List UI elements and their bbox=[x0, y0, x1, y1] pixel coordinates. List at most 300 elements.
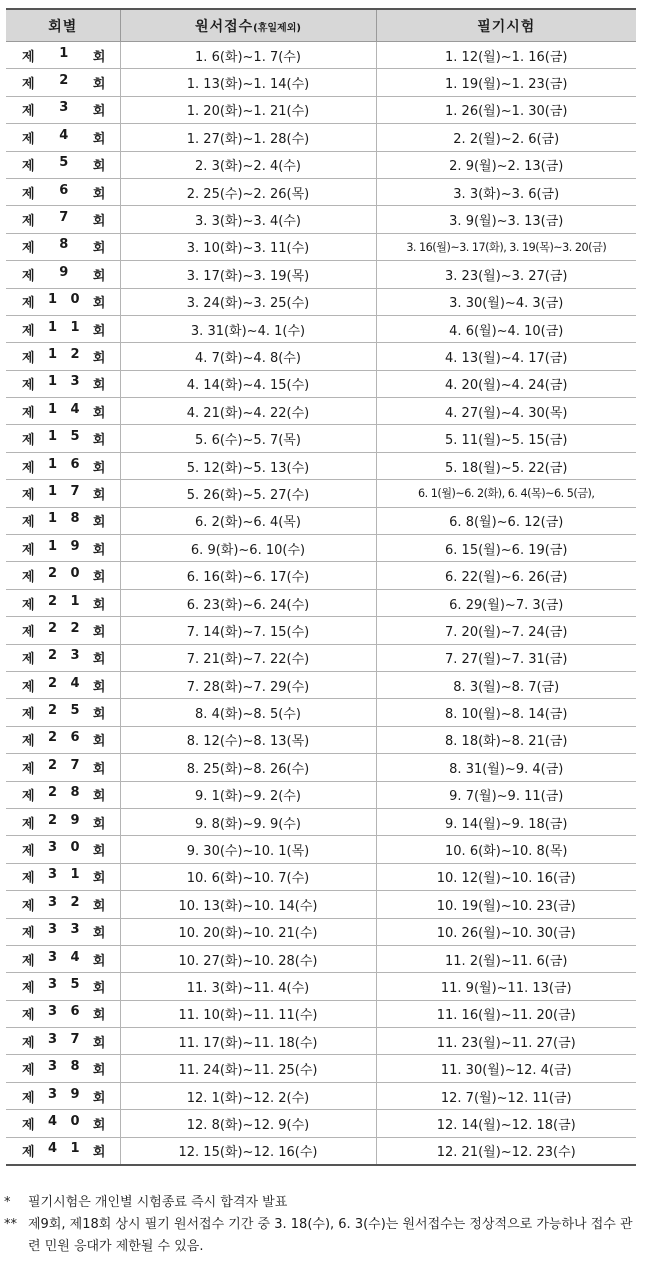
round-digit: 2 bbox=[47, 675, 58, 691]
round-suffix: 회 bbox=[92, 49, 106, 65]
round-suffix: 회 bbox=[92, 323, 106, 339]
round-digit: 1 bbox=[59, 45, 69, 61]
apply-period-cell: 1. 6(화)~1. 7(수) bbox=[120, 42, 376, 69]
round-digit: 0 bbox=[70, 566, 80, 582]
table-row bbox=[6, 891, 636, 918]
round-suffix: 회 bbox=[92, 1008, 106, 1024]
table-row bbox=[6, 1028, 636, 1055]
round-digit: 2 bbox=[47, 812, 58, 828]
footnote bbox=[4, 1214, 644, 1258]
round-suffix: 회 bbox=[92, 460, 106, 476]
round-digit: 3 bbox=[47, 976, 58, 992]
round-cell bbox=[6, 233, 120, 260]
round-suffix: 회 bbox=[92, 378, 106, 394]
round-digit: 4 bbox=[47, 1113, 58, 1129]
table-row bbox=[6, 206, 636, 233]
footnote-mark: * bbox=[4, 1195, 11, 1210]
round-digit: 0 bbox=[70, 1113, 80, 1129]
round-digit: 3 bbox=[47, 840, 58, 856]
round-prefix: 제 bbox=[22, 268, 35, 284]
round-cell bbox=[6, 644, 120, 671]
exam-period-cell: 3. 23(월)~3. 27(금) bbox=[376, 261, 636, 288]
round-digit: 8 bbox=[70, 785, 80, 801]
table-row bbox=[6, 808, 636, 835]
round-prefix: 제 bbox=[22, 77, 35, 93]
apply-period-cell: 1. 27(화)~1. 28(수) bbox=[120, 124, 376, 151]
round-cell bbox=[6, 808, 120, 835]
apply-period-cell: 5. 6(수)~5. 7(목) bbox=[120, 425, 376, 452]
exam-period-cell: 6. 15(월)~6. 19(금) bbox=[376, 535, 636, 562]
round-digit: 3 bbox=[47, 1059, 58, 1075]
exam-period-cell: 12. 21(월)~12. 23(수) bbox=[376, 1137, 636, 1165]
table-row bbox=[6, 370, 636, 397]
exam-period-cell: 5. 18(월)~5. 22(금) bbox=[376, 452, 636, 479]
apply-period-cell: 7. 14(화)~7. 15(수) bbox=[120, 617, 376, 644]
exam-period-cell: 4. 13(월)~4. 17(금) bbox=[376, 343, 636, 370]
table-row bbox=[6, 726, 636, 753]
table-row bbox=[6, 945, 636, 972]
round-digit: 4 bbox=[70, 949, 80, 965]
round-prefix: 제 bbox=[22, 570, 35, 586]
exam-period-cell: 11. 23(월)~11. 27(금) bbox=[376, 1028, 636, 1055]
round-prefix: 제 bbox=[22, 1008, 35, 1024]
round-digit: 1 bbox=[47, 292, 58, 308]
schedule-table-container bbox=[6, 8, 636, 1166]
table-row bbox=[6, 617, 636, 644]
round-suffix: 회 bbox=[92, 433, 106, 449]
round-prefix: 제 bbox=[22, 487, 35, 503]
round-suffix: 회 bbox=[92, 186, 106, 202]
apply-period-cell: 2. 3(화)~2. 4(수) bbox=[120, 151, 376, 178]
exam-period-cell: 1. 19(월)~1. 23(금) bbox=[376, 69, 636, 96]
round-digit: 3 bbox=[59, 100, 69, 116]
table-row bbox=[6, 562, 636, 589]
round-digit: 3 bbox=[70, 374, 80, 390]
exam-period-cell: 10. 26(월)~10. 30(금) bbox=[376, 918, 636, 945]
round-prefix: 제 bbox=[22, 378, 35, 394]
apply-period-cell: 7. 28(화)~7. 29(수) bbox=[120, 671, 376, 698]
exam-period-cell: 3. 9(월)~3. 13(금) bbox=[376, 206, 636, 233]
round-prefix: 제 bbox=[22, 186, 35, 202]
round-digit: 9 bbox=[59, 264, 69, 280]
round-prefix: 제 bbox=[22, 871, 35, 887]
round-suffix: 회 bbox=[92, 214, 106, 230]
table-row bbox=[6, 507, 636, 534]
round-digit: 4 bbox=[47, 1141, 58, 1157]
round-suffix: 회 bbox=[92, 487, 106, 503]
apply-period-cell: 11. 3(화)~11. 4(수) bbox=[120, 973, 376, 1000]
round-digit: 3 bbox=[70, 922, 80, 938]
footnote-text: 필기시험은 개인별 시험종료 즉시 합격자 발표 bbox=[28, 1195, 288, 1210]
round-prefix: 제 bbox=[22, 1090, 35, 1106]
apply-period-cell: 3. 17(화)~3. 19(목) bbox=[120, 261, 376, 288]
round-cell bbox=[6, 726, 120, 753]
apply-period-cell: 10. 13(화)~10. 14(수) bbox=[120, 891, 376, 918]
exam-period-cell: 10. 6(화)~10. 8(목) bbox=[376, 836, 636, 863]
table-row bbox=[6, 452, 636, 479]
table-row bbox=[6, 671, 636, 698]
round-prefix: 제 bbox=[22, 104, 35, 120]
exam-period-cell: 4. 20(월)~4. 24(금) bbox=[376, 370, 636, 397]
round-suffix: 회 bbox=[92, 734, 106, 750]
round-cell bbox=[6, 918, 120, 945]
apply-period-cell: 5. 26(화)~5. 27(수) bbox=[120, 480, 376, 507]
apply-period-cell: 3. 31(화)~4. 1(수) bbox=[120, 315, 376, 342]
round-cell bbox=[6, 425, 120, 452]
round-digit: 0 bbox=[70, 292, 80, 308]
apply-period-cell: 5. 12(화)~5. 13(수) bbox=[120, 452, 376, 479]
round-suffix: 회 bbox=[92, 542, 106, 558]
round-suffix: 회 bbox=[92, 816, 106, 832]
round-digit: 9 bbox=[70, 812, 80, 828]
round-digit: 9 bbox=[70, 538, 80, 554]
round-suffix: 회 bbox=[92, 898, 106, 914]
exam-period-cell: 4. 6(월)~4. 10(금) bbox=[376, 315, 636, 342]
round-suffix: 회 bbox=[92, 789, 106, 805]
round-prefix: 제 bbox=[22, 159, 35, 175]
round-cell bbox=[6, 452, 120, 479]
table-row bbox=[6, 589, 636, 616]
round-prefix: 제 bbox=[22, 707, 35, 723]
apply-period-cell: 6. 2(화)~6. 4(목) bbox=[120, 507, 376, 534]
round-prefix: 제 bbox=[22, 131, 35, 147]
round-cell bbox=[6, 178, 120, 205]
table-row bbox=[6, 973, 636, 1000]
exam-period-cell: 10. 12(월)~10. 16(금) bbox=[376, 863, 636, 890]
exam-period-cell: 12. 14(월)~12. 18(금) bbox=[376, 1110, 636, 1137]
round-digit: 3 bbox=[47, 1031, 58, 1047]
round-prefix: 제 bbox=[22, 214, 35, 230]
round-suffix: 회 bbox=[92, 761, 106, 777]
round-suffix: 회 bbox=[92, 104, 106, 120]
round-suffix: 회 bbox=[92, 980, 106, 996]
footnote-mark: ** bbox=[4, 1217, 17, 1232]
table-row bbox=[6, 863, 636, 890]
apply-period-cell: 8. 25(화)~8. 26(수) bbox=[120, 754, 376, 781]
round-digit: 6 bbox=[70, 730, 80, 746]
table-row bbox=[6, 96, 636, 123]
apply-period-cell: 1. 20(화)~1. 21(수) bbox=[120, 96, 376, 123]
round-digit: 2 bbox=[47, 620, 58, 636]
round-digit: 3 bbox=[47, 922, 58, 938]
round-suffix: 회 bbox=[92, 241, 106, 257]
exam-period-cell: 7. 27(월)~7. 31(금) bbox=[376, 644, 636, 671]
round-digit: 1 bbox=[47, 319, 58, 335]
exam-period-cell: 12. 7(월)~12. 11(금) bbox=[376, 1082, 636, 1109]
round-suffix: 회 bbox=[92, 159, 106, 175]
round-prefix: 제 bbox=[22, 1035, 35, 1051]
apply-period-cell: 12. 15(화)~12. 16(수) bbox=[120, 1137, 376, 1165]
round-prefix: 제 bbox=[22, 597, 35, 613]
round-digit: 2 bbox=[70, 346, 80, 362]
round-cell bbox=[6, 288, 120, 315]
apply-period-cell: 3. 24(화)~3. 25(수) bbox=[120, 288, 376, 315]
round-digit: 1 bbox=[47, 456, 58, 472]
table-row bbox=[6, 1082, 636, 1109]
exam-period-cell: 3. 30(월)~4. 3(금) bbox=[376, 288, 636, 315]
exam-schedule-table bbox=[6, 8, 636, 1166]
exam-period-cell: 11. 30(월)~12. 4(금) bbox=[376, 1055, 636, 1082]
table-row bbox=[6, 535, 636, 562]
round-digit: 2 bbox=[59, 73, 69, 89]
table-row bbox=[6, 124, 636, 151]
round-cell bbox=[6, 315, 120, 342]
round-digit: 3 bbox=[47, 1086, 58, 1102]
exam-period-cell: 6. 1(월)~6. 2(화), 6. 4(목)~6. 5(금), bbox=[376, 480, 636, 507]
round-digit: 2 bbox=[47, 566, 58, 582]
footnote bbox=[4, 1192, 644, 1214]
apply-period-cell: 4. 14(화)~4. 15(수) bbox=[120, 370, 376, 397]
round-cell bbox=[6, 96, 120, 123]
round-digit: 2 bbox=[70, 620, 80, 636]
exam-period-cell: 3. 16(월)~3. 17(화), 3. 19(목)~3. 20(금) bbox=[376, 233, 636, 260]
round-digit: 8 bbox=[59, 237, 69, 253]
exam-period-cell: 2. 2(월)~2. 6(금) bbox=[376, 124, 636, 151]
exam-period-cell: 9. 14(월)~9. 18(금) bbox=[376, 808, 636, 835]
round-digit: 2 bbox=[47, 648, 58, 664]
round-prefix: 제 bbox=[22, 515, 35, 531]
apply-period-cell: 9. 30(수)~10. 1(목) bbox=[120, 836, 376, 863]
round-suffix: 회 bbox=[92, 1117, 106, 1133]
round-cell bbox=[6, 562, 120, 589]
exam-period-cell: 7. 20(월)~7. 24(금) bbox=[376, 617, 636, 644]
exam-period-cell: 5. 11(월)~5. 15(금) bbox=[376, 425, 636, 452]
round-digit: 4 bbox=[70, 401, 80, 417]
table-row bbox=[6, 261, 636, 288]
exam-period-cell: 6. 8(월)~6. 12(금) bbox=[376, 507, 636, 534]
round-prefix: 제 bbox=[22, 433, 35, 449]
exam-period-cell: 1. 26(월)~1. 30(금) bbox=[376, 96, 636, 123]
round-suffix: 회 bbox=[92, 953, 106, 969]
table-row bbox=[6, 480, 636, 507]
exam-period-cell: 6. 22(월)~6. 26(금) bbox=[376, 562, 636, 589]
table-row bbox=[6, 42, 636, 69]
table-row bbox=[6, 699, 636, 726]
round-cell bbox=[6, 1028, 120, 1055]
round-prefix: 제 bbox=[22, 980, 35, 996]
round-digit: 1 bbox=[47, 538, 58, 554]
round-cell bbox=[6, 69, 120, 96]
round-digit: 7 bbox=[70, 1031, 80, 1047]
round-digit: 2 bbox=[70, 894, 80, 910]
round-cell bbox=[6, 1082, 120, 1109]
round-cell bbox=[6, 124, 120, 151]
round-digit: 1 bbox=[47, 374, 58, 390]
round-cell bbox=[6, 343, 120, 370]
round-digit: 1 bbox=[47, 401, 58, 417]
round-suffix: 회 bbox=[92, 871, 106, 887]
table-row bbox=[6, 781, 636, 808]
round-suffix: 회 bbox=[92, 405, 106, 421]
table-row bbox=[6, 288, 636, 315]
round-suffix: 회 bbox=[92, 597, 106, 613]
round-digit: 6 bbox=[70, 1004, 80, 1020]
round-digit: 4 bbox=[70, 675, 80, 691]
table-row bbox=[6, 425, 636, 452]
header-apply-note: (휴일제외) bbox=[253, 22, 301, 34]
table-row bbox=[6, 836, 636, 863]
exam-period-cell: 11. 16(월)~11. 20(금) bbox=[376, 1000, 636, 1027]
round-prefix: 제 bbox=[22, 734, 35, 750]
table-row bbox=[6, 1137, 636, 1165]
exam-period-cell: 9. 7(월)~9. 11(금) bbox=[376, 781, 636, 808]
round-cell bbox=[6, 261, 120, 288]
exam-period-cell: 8. 3(월)~8. 7(금) bbox=[376, 671, 636, 698]
apply-period-cell: 9. 1(화)~9. 2(수) bbox=[120, 781, 376, 808]
round-prefix: 제 bbox=[22, 460, 35, 476]
round-digit: 2 bbox=[47, 730, 58, 746]
apply-period-cell: 11. 24(화)~11. 25(수) bbox=[120, 1055, 376, 1082]
round-cell bbox=[6, 1137, 120, 1165]
round-digit: 1 bbox=[47, 346, 58, 362]
round-cell bbox=[6, 945, 120, 972]
header-apply: 원서접수(휴일제외) bbox=[120, 9, 376, 42]
apply-period-cell: 8. 4(화)~8. 5(수) bbox=[120, 699, 376, 726]
round-digit: 6 bbox=[70, 456, 80, 472]
round-digit: 3 bbox=[47, 867, 58, 883]
apply-period-cell: 9. 8(화)~9. 9(수) bbox=[120, 808, 376, 835]
exam-period-cell: 11. 2(월)~11. 6(금) bbox=[376, 945, 636, 972]
round-cell bbox=[6, 480, 120, 507]
round-cell bbox=[6, 836, 120, 863]
round-cell bbox=[6, 699, 120, 726]
round-cell bbox=[6, 671, 120, 698]
round-digit: 8 bbox=[70, 1059, 80, 1075]
round-prefix: 제 bbox=[22, 761, 35, 777]
round-suffix: 회 bbox=[92, 624, 106, 640]
round-digit: 5 bbox=[70, 703, 80, 719]
round-cell bbox=[6, 151, 120, 178]
round-suffix: 회 bbox=[92, 707, 106, 723]
round-digit: 2 bbox=[47, 757, 58, 773]
round-prefix: 제 bbox=[22, 296, 35, 312]
round-prefix: 제 bbox=[22, 1145, 35, 1161]
round-suffix: 회 bbox=[92, 1090, 106, 1106]
table-row bbox=[6, 343, 636, 370]
round-cell bbox=[6, 891, 120, 918]
round-suffix: 회 bbox=[92, 844, 106, 860]
round-cell bbox=[6, 781, 120, 808]
round-prefix: 제 bbox=[22, 1117, 35, 1133]
exam-period-cell: 8. 10(월)~8. 14(금) bbox=[376, 699, 636, 726]
round-cell bbox=[6, 589, 120, 616]
round-prefix: 제 bbox=[22, 323, 35, 339]
round-cell bbox=[6, 973, 120, 1000]
round-suffix: 회 bbox=[92, 268, 106, 284]
footnotes bbox=[4, 1192, 644, 1258]
footnote-text: 제9회, 제18회 상시 필기 원서접수 기간 중 3. 18(수), 6. 3(수)는 원서접수는 정상적으로 가능하나 접수 관련 민원 응대가 제한될 수 있음. bbox=[28, 1217, 633, 1254]
round-digit: 1 bbox=[70, 1141, 80, 1157]
round-prefix: 제 bbox=[22, 679, 35, 695]
round-digit: 3 bbox=[47, 1004, 58, 1020]
round-digit: 1 bbox=[70, 867, 80, 883]
round-suffix: 회 bbox=[92, 926, 106, 942]
round-digit: 1 bbox=[47, 511, 58, 527]
round-suffix: 회 bbox=[92, 77, 106, 93]
round-prefix: 제 bbox=[22, 652, 35, 668]
exam-period-cell: 6. 29(월)~7. 3(금) bbox=[376, 589, 636, 616]
exam-period-cell: 8. 18(화)~8. 21(금) bbox=[376, 726, 636, 753]
table-row bbox=[6, 918, 636, 945]
apply-period-cell: 4. 21(화)~4. 22(수) bbox=[120, 398, 376, 425]
round-suffix: 회 bbox=[92, 350, 106, 366]
round-suffix: 회 bbox=[92, 1063, 106, 1079]
table-row bbox=[6, 1000, 636, 1027]
table-row bbox=[6, 398, 636, 425]
schedule-rows bbox=[6, 42, 636, 1166]
round-prefix: 제 bbox=[22, 350, 35, 366]
round-digit: 2 bbox=[47, 703, 58, 719]
exam-period-cell: 4. 27(월)~4. 30(목) bbox=[376, 398, 636, 425]
apply-period-cell: 3. 3(화)~3. 4(수) bbox=[120, 206, 376, 233]
round-suffix: 회 bbox=[92, 296, 106, 312]
round-digit: 3 bbox=[70, 648, 80, 664]
round-digit: 1 bbox=[70, 593, 80, 609]
apply-period-cell: 2. 25(수)~2. 26(목) bbox=[120, 178, 376, 205]
round-suffix: 회 bbox=[92, 652, 106, 668]
round-digit: 1 bbox=[70, 319, 80, 335]
round-cell bbox=[6, 370, 120, 397]
exam-period-cell: 1. 12(월)~1. 16(금) bbox=[376, 42, 636, 69]
round-cell bbox=[6, 1000, 120, 1027]
header-round: 회별 bbox=[6, 9, 120, 42]
table-row bbox=[6, 1110, 636, 1137]
round-suffix: 회 bbox=[92, 131, 106, 147]
round-prefix: 제 bbox=[22, 953, 35, 969]
apply-period-cell: 8. 12(수)~8. 13(목) bbox=[120, 726, 376, 753]
round-suffix: 회 bbox=[92, 679, 106, 695]
exam-period-cell: 10. 19(월)~10. 23(금) bbox=[376, 891, 636, 918]
round-digit: 8 bbox=[70, 511, 80, 527]
round-cell bbox=[6, 1110, 120, 1137]
table-row bbox=[6, 644, 636, 671]
apply-period-cell: 12. 8(화)~12. 9(수) bbox=[120, 1110, 376, 1137]
apply-period-cell: 3. 10(화)~3. 11(수) bbox=[120, 233, 376, 260]
exam-period-cell: 3. 3(화)~3. 6(금) bbox=[376, 178, 636, 205]
table-header-row bbox=[6, 9, 636, 42]
apply-period-cell: 6. 23(화)~6. 24(수) bbox=[120, 589, 376, 616]
table-row bbox=[6, 233, 636, 260]
round-digit: 6 bbox=[59, 182, 69, 198]
exam-period-cell: 2. 9(월)~2. 13(금) bbox=[376, 151, 636, 178]
exam-period-cell: 11. 9(월)~11. 13(금) bbox=[376, 973, 636, 1000]
round-digit: 7 bbox=[70, 483, 80, 499]
round-digit: 1 bbox=[47, 483, 58, 499]
apply-period-cell: 11. 17(화)~11. 18(수) bbox=[120, 1028, 376, 1055]
apply-period-cell: 4. 7(화)~4. 8(수) bbox=[120, 343, 376, 370]
apply-period-cell: 12. 1(화)~12. 2(수) bbox=[120, 1082, 376, 1109]
round-suffix: 회 bbox=[92, 1035, 106, 1051]
exam-period-cell: 8. 31(월)~9. 4(금) bbox=[376, 754, 636, 781]
table-row bbox=[6, 178, 636, 205]
table-row bbox=[6, 151, 636, 178]
apply-period-cell: 6. 9(화)~6. 10(수) bbox=[120, 535, 376, 562]
round-digit: 5 bbox=[70, 976, 80, 992]
round-prefix: 제 bbox=[22, 49, 35, 65]
round-prefix: 제 bbox=[22, 542, 35, 558]
table-row bbox=[6, 1055, 636, 1082]
round-prefix: 제 bbox=[22, 926, 35, 942]
round-digit: 7 bbox=[70, 757, 80, 773]
round-cell bbox=[6, 863, 120, 890]
round-prefix: 제 bbox=[22, 844, 35, 860]
header-exam: 필기시험 bbox=[376, 9, 636, 42]
round-cell bbox=[6, 1055, 120, 1082]
round-digit: 9 bbox=[70, 1086, 80, 1102]
round-cell bbox=[6, 535, 120, 562]
apply-period-cell: 10. 6(화)~10. 7(수) bbox=[120, 863, 376, 890]
table-row bbox=[6, 315, 636, 342]
